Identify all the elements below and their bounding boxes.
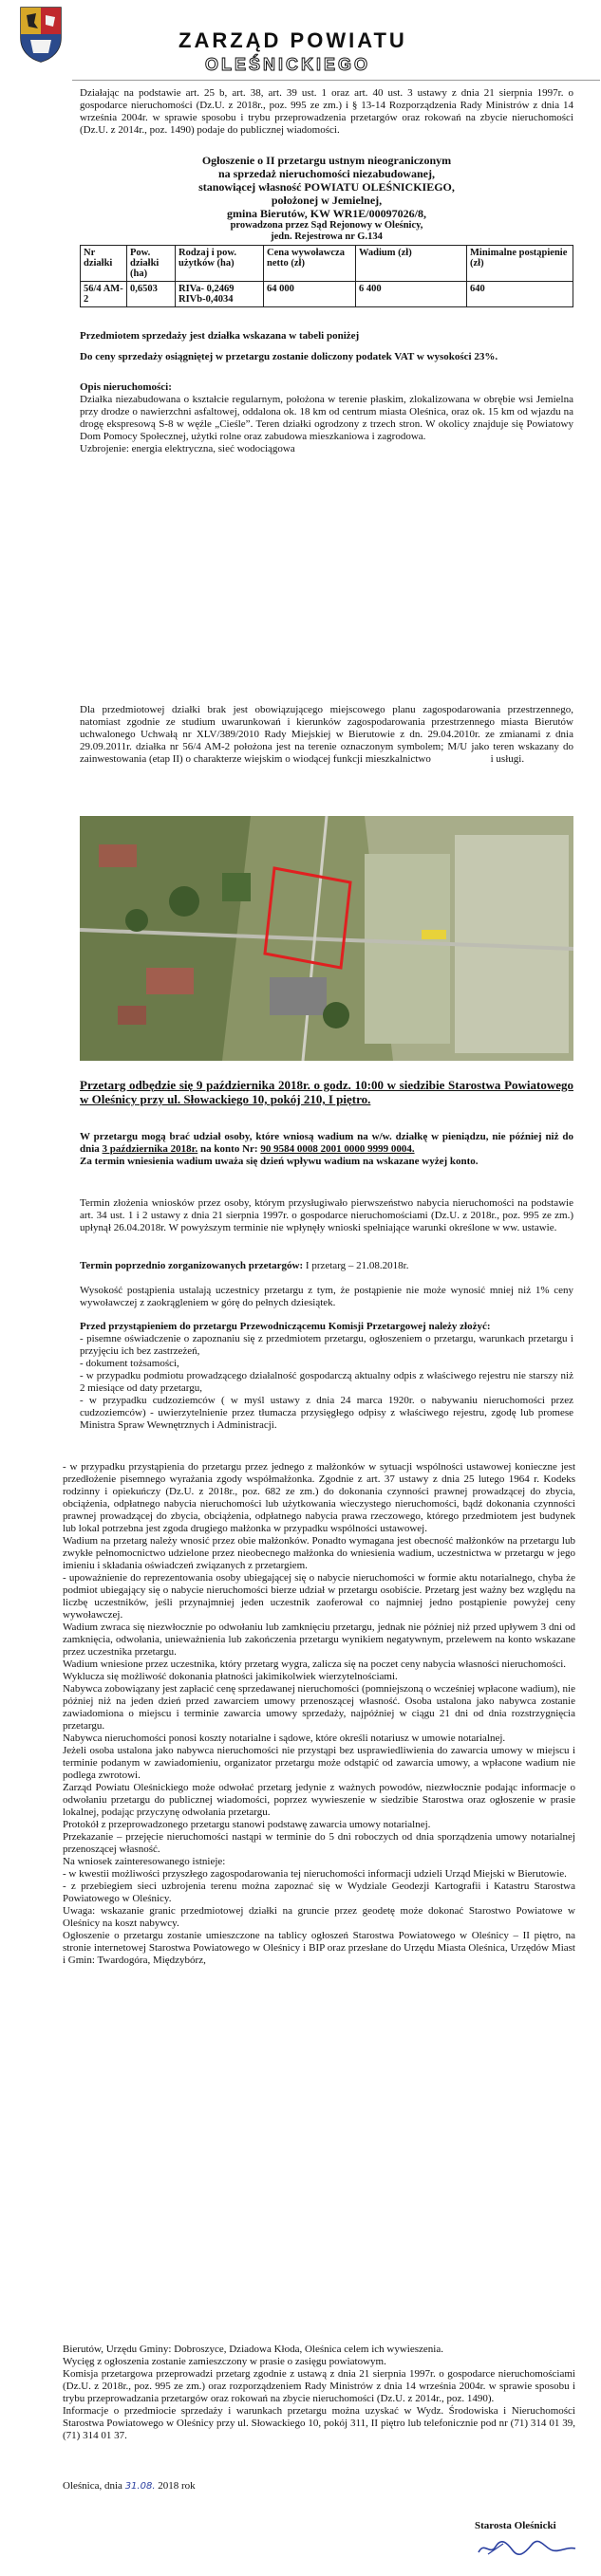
county-name-line2: OLEŚNICKIEGO — [205, 55, 371, 74]
rules-section — [63, 1461, 575, 1967]
requirement-item: - w przypadku podmiotu prowadzącego działalność gospodarczą aktualny odpis z właściwego rejestru nie starszy niż 2 miesiące od daty przetargu, — [80, 1370, 573, 1394]
table-header-cell: Nr działki — [81, 246, 127, 282]
rule-paragraph: Na wniosek zainteresowanego istnieje: — [63, 1856, 226, 1867]
rule-paragraph: Zarząd Powiatu Oleśnickiego może odwołać przetarg jedynie z ważnych powodów, niezwłocznie podając informacje o odwołaniu przetargu do publicznej wiadomości, poprzez wywieszenie w siedzibie Starostwa oraz ogłoszenie w prasie lokalnej, podając przyczynę odwołania przetargu. — [63, 1782, 575, 1818]
date-line — [63, 2480, 556, 2493]
closing-paragraph: Bierutów, Urzędu Gminy: Dobroszyce, Dziadowa Kłoda, Oleśnica celem ich wywieszenia. — [63, 2344, 443, 2355]
title-line: Ogłoszenie o II przetargu ustnym nieograniczonym — [201, 154, 452, 167]
table-cell: 56/4 AM-2 — [81, 282, 127, 307]
title-line: gmina Bierutów, KW WR1E/00097026/8, — [227, 207, 426, 220]
closing-paragraph: Wycięg z ogłoszenia zostanie zamieszczony w prasie o zasięgu powiatowym. — [63, 2356, 386, 2367]
deposit-note: Za termin wniesienia wadium uważa się dzień wpływu wadium na wskazane wyżej konto. — [80, 1156, 479, 1167]
bid-increment: Wysokość postąpienia ustalają uczestnicy przetargu z tym, że postąpienie nie może wynosić mniej niż 1% ceny wywoławczej z zaokrągleniem w górę do pełnych dziesiątek. — [80, 1285, 573, 1308]
deposit-part1: W przetargu mogą brać udział osoby, które wniosą wadium na w/w. działkę w pieniądzu, nie później niż do dnia — [80, 1131, 573, 1155]
table-header-cell: Minimalne postąpienie (zł) — [467, 246, 573, 282]
previous-auctions — [80, 1260, 573, 1272]
table-header-row — [81, 246, 573, 282]
description-heading: Opis nieruchomości: — [80, 381, 172, 393]
title-line: stanowiącej własność POWIATU OLEŚNICKIEGO, — [198, 180, 455, 194]
vat-note: Do ceny sprzedaży osiągniętej w przetargu zostanie doliczony podatek VAT w wysokości 23%. — [80, 351, 498, 362]
rule-paragraph: Wadium wniesione przez uczestnika, który przetarg wygra, zalicza się na poczet ceny nabycia własności nieruchomości. — [63, 1659, 567, 1670]
legal-basis: Działając na podstawie art. 25 b, art. 38, art. 39 ust. 1 oraz art. 40 ust. 3 ustawy z dnia 21 sierpnia 1997r. o gospodarce nieruchomości (Dz.U. z 2018r., poz. 995 ze zm.) i § 13-14 Rozporządzenia Rady Ministrów z dnia 14 września 2004r. w sprawie sposobu i trybu przeprowadzenia przetargów oraz rokowań na zbycie nieruchomości (Dz.U. z 2014r., poz. 1490) podaje do publicznej wiadomości. — [80, 87, 573, 136]
previous-auctions-label: Termin poprzednio zorganizowanych przetargów: — [80, 1260, 304, 1271]
date-suffix: 2018 rok — [158, 2480, 196, 2492]
rule-paragraph: Wyklucza się możliwość dokonania płatności jakimikolwiek wierzytelnościami. — [63, 1671, 398, 1682]
deposit-account-number: 90 9584 0008 2001 0000 9999 0004. — [260, 1143, 415, 1155]
title-subline: jedn. Rejestrowa nr G.134 — [271, 232, 383, 242]
requirement-item: - dokument tożsamości, — [80, 1358, 179, 1369]
zoning-section — [80, 704, 573, 766]
title-subline: prowadzona przez Sąd Rejonowy w Oleśnicy, — [230, 220, 423, 231]
rule-paragraph: Wadium na przetarg należy wnosić przez obie małżonków. Ponadto wymagana jest obecność małżonków na przetargu lub zwykłe pełnomocnictwo udzielone przez nieobecnego małżonka do wniesienia wadium, uczestnictwa w przetargu w jego imieniu i składania oświadczeń związanych z przetargiem. — [63, 1535, 575, 1571]
rule-paragraph: Nabywca nieruchomości ponosi koszty notarialne i sądowe, które określi notariusz w umowie notarialnej. — [63, 1733, 506, 1744]
subject-note: Przedmiotem sprzedaży jest działka wskazana w tabeli poniżej — [80, 330, 360, 342]
rule-paragraph: - z przebiegiem sieci uzbrojenia terenu można zapoznać się w Wydziale Geodezji Kartografii i Katastru Starostwa Powiatowego w Oleśnicy. — [63, 1881, 575, 1904]
rule-paragraph: - w kwestii możliwości przyszłego zagospodarowania tej nieruchomości informacji udzieli Urząd Miejski w Bierutowie. — [63, 1868, 567, 1880]
table-header-cell: Rodzaj i pow. użytków (ha) — [176, 246, 264, 282]
plot-table-wrap — [80, 245, 573, 307]
county-name-line1: ZARZĄD POWIATU — [178, 28, 407, 52]
county-coat-of-arms-icon — [19, 6, 63, 63]
description-text: Działka niezabudowana o kształcie regularnym, położona w terenie płaskim, zlokalizowana w obrębie wsi Jemielna przy drodze o nawierzchni asfaltowej, oddalona ok. 18 km od centrum miasta Oleśnica, oraz ok. 15 km od wjazdu na drogę ekspresową S-8 w węźle „Cieśle”. Teren działki ogrodzony z trzech stron. W okolicy znajduje się Powiatowy Dom Pomocy Społecznej, użytki rolne oraz zabudowa mieszkaniowa i zagrodowa. — [80, 394, 573, 442]
rule-paragraph: Protokół z przeprowadzonego przetargu stanowi podstawę zawarcia umowy notarialnej. — [63, 1819, 431, 1830]
rule-paragraph: - w przypadku przystąpienia do przetargu przez jednego z małżonków w sytuacji wspólności ustawowej konieczne jest przedłożenie pisemnego wyrażania zgody współmałżonka. Zgodnie z art. 37 ustawy z dnia 25 lutego 1964 r. Kodeks rodzinny i opiekuńczy (Dz.U. z 2018r., poz. 682 ze zm.) do dokonania czynności prawnej prowadzącej do zbycia, obciążenia, odpłatnego nabycia nieruchomości lub użytkowania wieczystego nieruchomości, bądź dokonania czynności prawnej prowadzącej do zbycia, obciążenia, odpłatnego nabycia prawa rzeczowego, którego przedmiotem jest budynek lub lokal potrzebna jest zgoda drugiego małżonka w przypadku wspólności ustawowej. — [63, 1461, 575, 1534]
rule-paragraph: Ogłoszenie o przetargu zostanie umieszczone na tablicy ogłoszeń Starostwa Powiatowego w Oleśnicy – II piętro, na stronie internetowej Starostwa Powiatowego w Oleśnicy i BIP oraz przesłane do Urzędu Miasta Oleśnica, Urzędów Miast i Gmin: Twardogóra, Międzybórz, — [63, 1930, 575, 1966]
header-divider — [72, 80, 600, 81]
description-section — [80, 381, 573, 455]
closing-section — [63, 2344, 575, 2442]
plot-table — [80, 245, 573, 307]
table-header-cell: Cena wywoławcza netto (zł) — [264, 246, 356, 282]
aerial-photo — [80, 816, 573, 1061]
deposit-part2: na konto Nr: — [200, 1143, 258, 1155]
requirement-item: - w przypadku cudzoziemców ( w myśl ustawy z dnia 24 marca 1920r. o nabywaniu nieruchomości przez cudzoziemców) - uwierzytelnienie przez tłumacza przysięgłego odpisy z właściwego rejestru, zgodę lub promese Ministra Spraw Wewnętrznych i Administracji. — [80, 1395, 573, 1431]
closing-paragraph: Informacje o przedmiocie sprzedaży i warunkach przetargu można uzyskać w Wydz. Środowiska i Nieruchomości Starostwa Powiatowego w Oleśnicy przy ul. Słowackiego 10, pokój 311, II piętro lub telefonicznie pod nr (71) 314 01 39, (71) 314 01 37. — [63, 2405, 575, 2441]
date-handwritten: 31.08. — [124, 2481, 156, 2492]
announcement-title — [80, 154, 573, 243]
rule-paragraph: Przekazanie – przejęcie nieruchomości nastąpi w terminie do 5 dni roboczych od dnia sporządzenia umowy notarialnej przenoszącej własność. — [63, 1831, 575, 1855]
deposit-section — [80, 1131, 573, 1168]
deposit-deadline: 3 października 2018r. — [102, 1143, 198, 1155]
rule-paragraph: - upoważnienie do reprezentowania osoby ubiegającej się o nabycie nieruchomości w formie aktu notarialnego, chyba że podmiot ubiegający się o nabycie nieruchomości bierze udział w przetargu osobiście. Przetarg jest ważny bez względu na liczbę uczestników, jeśli przynajmniej jeden uczestnik zaoferował co najmniej jedno postąpienie powyżej ceny wywoławczej. — [63, 1572, 575, 1621]
rule-paragraph: Jeżeli osoba ustalona jako nabywca nieruchomości nie przystąpi bez usprawiedliwienia do zawarcia umowy w miejscu i terminie podanym w zawiadomieniu, organizator przetargu może odstąpić od zawarcia umowy, a wpłacone wadium nie podlega zwrotowi. — [63, 1745, 575, 1781]
rule-paragraph: Uwaga: wskazanie granic przedmiotowej działki na gruncie przez geodetę może dokonać Starostwo Powiatowe w Oleśnicy na koszt nabywcy. — [63, 1905, 575, 1929]
requirement-item: - pisemne oświadczenie o zapoznaniu się z przedmiotem przetargu, ogłoszeniem o przetargu, warunkach przetargu i przyjęciu ich bez zastrzeżeń, — [80, 1333, 573, 1357]
commission-heading: Przed przystąpieniem do przetargu Przewodniczącemu Komisji Przetargowej należy złożyć: — [80, 1321, 491, 1332]
signature-title: Starosta Oleśnicki — [475, 2520, 556, 2531]
table-cell: 640 — [467, 282, 573, 307]
rule-paragraph: Wadium zwraca się niezwłocznie po odwołaniu lub zamknięciu przetargu, jednak nie później niż przed upływem 3 dni od zamknięcia, odwołania, unieważnienia lub zakończenia przetargu wynikiem negatywnym, przelewem na konto wskazane przez uczestnika przetargu. — [63, 1622, 575, 1658]
table-cell: 64 000 — [264, 282, 356, 307]
requirements-section — [80, 1321, 573, 1432]
handwritten-signature-icon — [475, 2539, 579, 2558]
table-header-cell: Pow. działki (ha) — [127, 246, 176, 282]
zoning-text — [80, 704, 573, 766]
previous-auctions-value: I przetarg – 21.08.2018r. — [305, 1260, 409, 1271]
auction-date: Przetarg odbędzie się 9 października 2018r. o godz. 10:00 w siedzibie Starostwa Powiatowego w Oleśnicy przy ul. Słowackiego 10, pokój 210, I piętro. — [80, 1078, 573, 1106]
title-line: położonej w Jemielnej, — [271, 194, 383, 207]
plot-label-marker — [422, 930, 446, 939]
table-cell: 6 400 — [356, 282, 467, 307]
table-cell: 0,6503 — [127, 282, 176, 307]
rule-paragraph: Nabywca zobowiązany jest zapłacić cenę sprzedawanej nieruchomości (pomniejszoną o wcześniej wpłacone wadium), nie później niż na jeden dzień przed zawarciem umowy przenoszącej własność. Osoba ustalona jako nabywca zostanie zawiadomiona o miejscu i terminie zawarcia umowy sprzedaży, najpóźniej w ciągu 21 dni od dnia rozstrzygnięcia przetargu. — [63, 1683, 575, 1732]
table-header-cell: Wadium (zł) — [356, 246, 467, 282]
date-prefix: Oleśnica, dnia — [63, 2480, 122, 2492]
zoning-tail: i usługi. — [490, 753, 525, 765]
table-cell: RIVa- 0,2469 RIVb-0,4034 — [176, 282, 264, 307]
utilities-text: Uzbrojenie: energia elektryczna, sieć wodociągowa — [80, 443, 295, 454]
priority-term: Termin złożenia wniosków przez osoby, którym przysługiwało pierwszeństwo nabycia nieruchomości na podstawie art. 34 ust. 1 i 2 ustawy z dnia 21 sierpnia 1997r. o gospodarce nieruchomościami (Dz.U. z 2018r., poz. 995 ze zm.) upłynął 26.04.2018r. W powyższym terminie nie wpłynęły wnioski spełniające warunki określone w ww. ustawie. — [80, 1197, 573, 1233]
table-row — [81, 282, 573, 307]
title-line: na sprzedaż nieruchomości niezabudowanej, — [218, 167, 435, 180]
closing-paragraph: Komisja przetargowa przeprowadzi przetarg zgodnie z ustawą z dnia 21 sierpnia 1997r. o gospodarce nieruchomościami (Dz.U. z 2018r., poz. 995 ze zm.) oraz rozporządzeniem Rady Ministrów z dnia 14 września 2004r. w sprawie sposobu i trybu przeprowadzania przetargów oraz rokowań na zbycie nieruchomości (Dz.U. z 2014r., poz. 1490). — [63, 2368, 575, 2404]
deposit-text — [80, 1131, 573, 1156]
zoning-main: Dla przedmiotowej działki brak jest obowiązującego miejscowego planu zagospodarowania przestrzennego, natomiast zgodnie ze studium uwarunkowań i kierunków zagospodarowania przestrzennego miasta Bierutów uchwalonego Uchwałą nr XLV/389/2010 Rady Miejskiej w Bierutowie z dn. 29.04.2010r. ze zmianami z dnia 29.09.2011r. działka nr 56/4 AM-2 położona jest na terenie oznaczonym symbolem; M/U jako teren wskazany do zainwestowania (etap II) o charakterze wiejskim o wiodącej funkcji mieszkalnictwo — [80, 704, 573, 765]
